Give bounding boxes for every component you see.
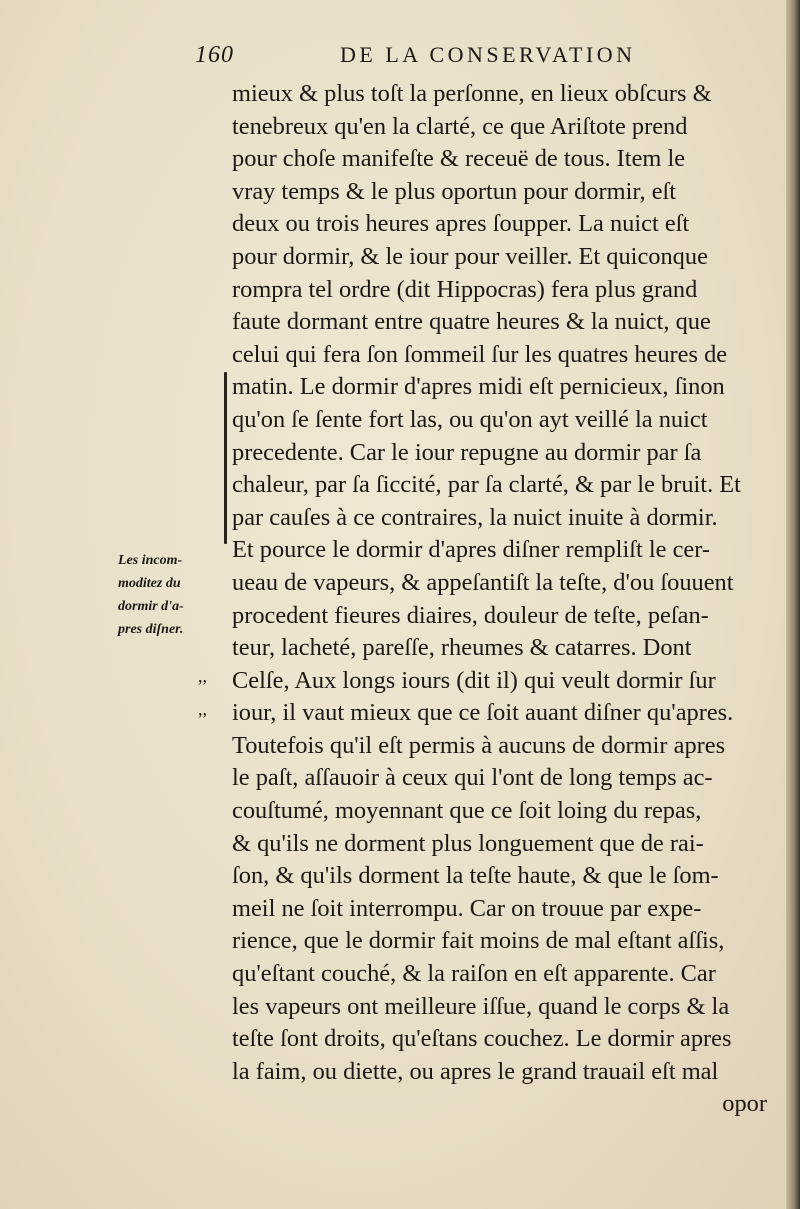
text-line: precedente. Car le iour repugne au dormir par ſa xyxy=(232,438,702,466)
text-line: teur, lacheté, pareſſe, rheumes & catarres. Dont xyxy=(232,634,692,662)
text-line: vray temps & le plus oportun pour dormir, eſt xyxy=(232,177,677,205)
text-line: pour dormir, & le iour pour veiller. Et quiconque xyxy=(232,242,708,270)
margin-note-line: dormir d'a- xyxy=(118,599,184,614)
text-line: procedent fieures diaires, douleur de teſte, peſan- xyxy=(232,601,709,629)
text-line: opor xyxy=(722,1090,767,1118)
quote-mark: ,, xyxy=(198,698,207,719)
margin-note-line: pres diſner. xyxy=(118,622,184,637)
quote-mark: ,, xyxy=(198,666,207,686)
margin-bracket xyxy=(224,372,227,544)
text-line: tenebreux qu'en la clarté, ce que Ariſtote prend xyxy=(232,112,688,140)
body-text xyxy=(232,78,787,1121)
text-line: deux ou trois heures apres ſoupper. La nuict eſt xyxy=(232,210,690,238)
binding-gutter xyxy=(786,0,800,1209)
text-line: les vapeurs ont meilleure iſſue, quand le corps & la xyxy=(232,992,730,1020)
quotation-marks xyxy=(198,660,228,725)
margin-note-line: Les incom- xyxy=(118,553,183,568)
text-line: & qu'ils ne dorment plus longuement que de rai- xyxy=(232,829,704,857)
text-line: la faim, ou diette, ou apres le grand trauail eſt mal xyxy=(232,1057,719,1085)
text-line: ſon, & qu'ils dorment la teſte haute, & que le ſom- xyxy=(232,862,719,890)
text-line: matin. Le dormir d'apres midi eſt pernicieux, ſinon xyxy=(232,373,725,401)
text-line: Celſe, Aux longs iours (dit il) qui veult dormir ſur xyxy=(232,666,716,694)
text-line: iour, il vaut mieux que ce ſoit auant diſner qu'apres. xyxy=(232,699,734,727)
text-line: le paſt, aſſauoir à ceux qui l'ont de long temps ac- xyxy=(232,764,713,792)
text-line: faute dormant entre quatre heures & la nuict, que xyxy=(232,308,711,336)
text-line: ueau de vapeurs, & appeſantiſt la teſte, d'ou ſouuent xyxy=(232,568,734,596)
page-number: 160 xyxy=(195,42,234,68)
text-line: meil ne ſoit interrompu. Car on trouue par expe- xyxy=(232,894,702,922)
page-header xyxy=(195,42,715,72)
text-line: qu'eſtant couché, & la raiſon en eſt apparente. Car xyxy=(232,960,716,988)
text-line: par cauſes à ce contraires, la nuict inuite à dormir. xyxy=(232,503,718,531)
margin-note xyxy=(118,549,218,641)
text-line: Toutefois qu'il eſt permis à aucuns de dormir apres xyxy=(232,731,726,759)
text-line: celui qui fera ſon ſommeil ſur les quatres heures de xyxy=(232,340,728,368)
text-line: pour choſe manifeſte & receuë de tous. Item le xyxy=(232,145,686,173)
text-line: rience, que le dormir fait moins de mal eſtant aſſis, xyxy=(232,927,725,955)
running-title: DE LA CONSERVATION xyxy=(340,42,636,67)
text-line: qu'on ſe ſente fort las, ou qu'on ayt veillé la nuict xyxy=(232,405,708,433)
text-line: chaleur, par ſa ſiccité, par ſa clarté, & par le bruit. Et xyxy=(232,471,741,499)
margin-note-line: moditez du xyxy=(118,576,181,591)
text-line: rompra tel ordre (dit Hippocras) fera plus grand xyxy=(232,275,698,303)
text-line: teſte ſont droits, qu'eſtans couchez. Le dormir apres xyxy=(232,1025,732,1053)
text-line: couſtumé, moyennant que ce ſoit loing du repas, xyxy=(232,797,702,825)
text-line: Et pource le dormir d'apres diſner rempliſt le cer- xyxy=(232,536,710,564)
text-line: mieux & plus toſt la perſonne, en lieux obſcurs & xyxy=(232,80,712,107)
